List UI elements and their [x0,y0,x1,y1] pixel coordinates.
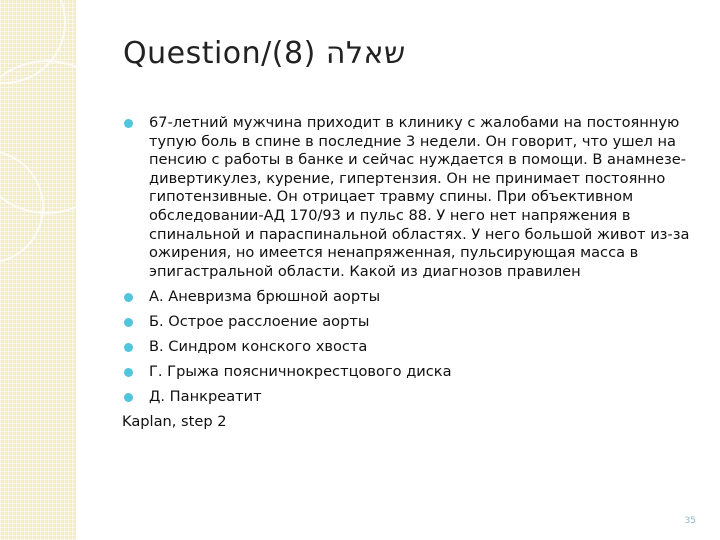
question-text: 67-летний мужчина приходит в клинику с жалобами на постоянную тупую боль в спине в последние 3 недели. Он говорит, что ушел на пенсию с работы в банке и сейчас нуждается в помощи. В анамнезе-дивертикулез, курение, гипертензия. Он не принимает постоянно гипотензивные. Он отрицает травму спины. При объективном обследовании-АД 170/93 и пульс 88. У него нет напряжения в спинальной и параспинальной областях. У него большой живот из-за ожирения, но имеется ненапряженная, пульсирующая масса в эпигастральной области. Какой из диагнозов правилен [122,114,702,281]
bullet-icon [124,343,133,352]
answer-option-d: Г. Грыжа поясничнокрестцового диска [122,363,702,382]
answer-option-b: Б. Острое расслоение аорты [122,313,702,332]
decorative-sidebar [0,0,76,540]
slide-content [122,114,702,431]
answer-option-e: Д. Панкреатит [122,388,702,407]
bullet-icon [124,393,133,402]
bullet-icon [124,119,133,128]
bullet-icon [124,368,133,377]
bullet-icon [124,318,133,327]
source-citation: Kaplan, step 2 [122,412,227,430]
bullet-list [122,114,702,407]
slide-title: Question/שאלה (8) [123,36,406,71]
bullet-icon [124,293,133,302]
answer-option-a: А. Аневризма брюшной аорты [122,288,702,307]
answer-option-c: В. Синдром конского хвоста [122,338,702,357]
page-number: 35 [684,516,696,526]
